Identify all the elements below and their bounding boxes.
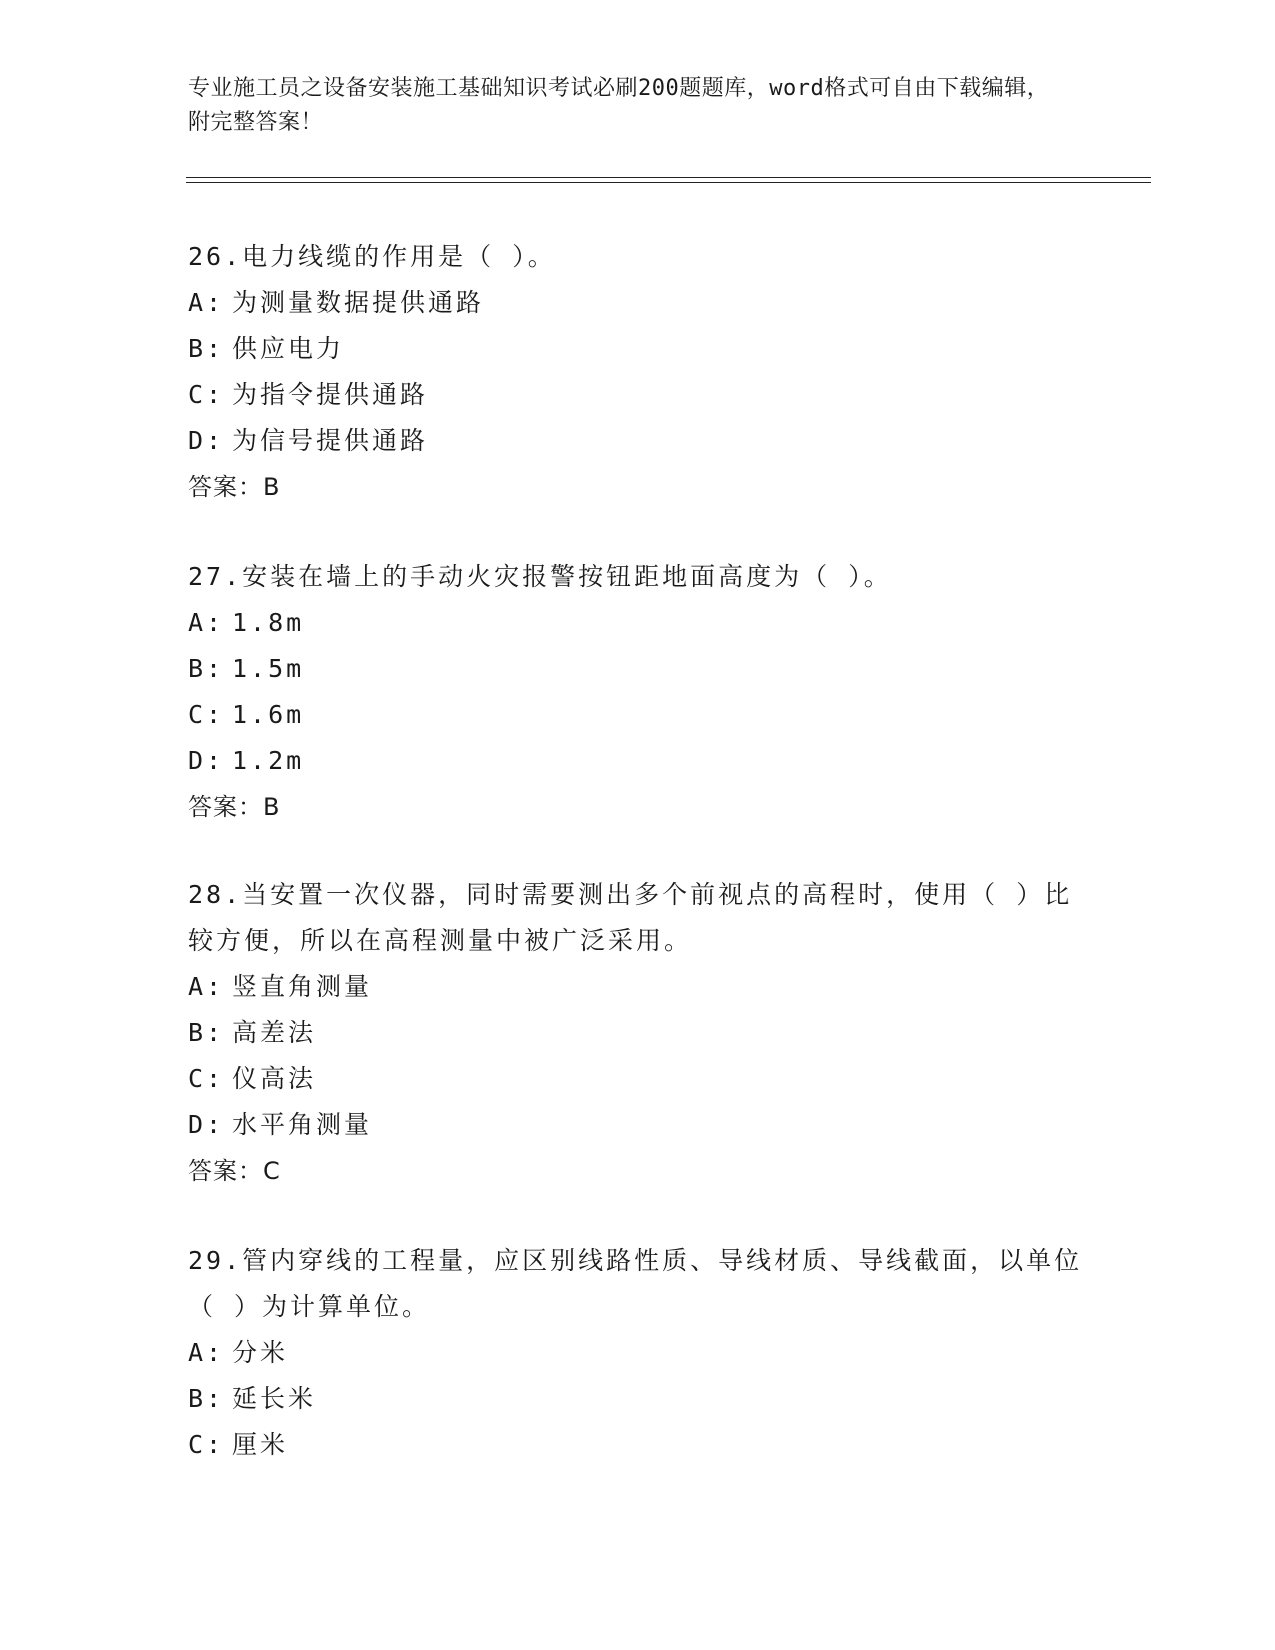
option-d: [188, 418, 1088, 464]
question-29: [188, 1238, 1088, 1468]
option-c: [188, 692, 1088, 738]
option-text: 为信号提供通路: [232, 426, 429, 455]
option-letter: C:: [188, 700, 225, 729]
header-divider-bottom: [186, 182, 1151, 183]
option-letter: A:: [188, 972, 225, 1001]
option-text: 仪高法: [232, 1064, 317, 1093]
option-c: [188, 372, 1088, 418]
option-text: 高差法: [232, 1018, 317, 1047]
option-text: 1.8m: [232, 608, 305, 637]
question-stem: 26.电力线缆的作用是（ ）。: [188, 242, 556, 271]
question-stem: 28.当安置一次仪器，同时需要测出多个前视点的高程时，使用（ ）比较方便，所以在高程测量中被广泛采用。: [188, 880, 1073, 955]
answer-line: 答案：B: [188, 473, 281, 501]
option-letter: C:: [188, 380, 225, 409]
option-b: [188, 1010, 1088, 1056]
option-text: 供应电力: [232, 334, 345, 363]
option-letter: C:: [188, 1064, 225, 1093]
option-c: [188, 1056, 1088, 1102]
option-text: 水平角测量: [232, 1110, 373, 1139]
option-text: 1.6m: [232, 700, 305, 729]
option-a: [188, 280, 1088, 326]
option-letter: A:: [188, 1338, 225, 1367]
question-27: [188, 554, 1088, 830]
question-26: [188, 234, 1088, 510]
option-b: [188, 646, 1088, 692]
option-text: 为测量数据提供通路: [232, 288, 485, 317]
option-text: 厘米: [232, 1430, 289, 1459]
question-28: [188, 872, 1088, 1194]
question-stem: 29.管内穿线的工程量，应区别线路性质、导线材质、导线截面，以单位（ ）为计算单位。: [188, 1246, 1083, 1321]
answer-line: 答案：B: [188, 793, 281, 821]
question-stem: 27.安装在墙上的手动火灾报警按钮距地面高度为（ ）。: [188, 562, 892, 591]
option-text: 延长米: [232, 1384, 317, 1413]
option-letter: B:: [188, 334, 225, 363]
option-letter: A:: [188, 608, 225, 637]
option-letter: D:: [188, 746, 225, 775]
option-c: [188, 1422, 1088, 1468]
option-letter: B:: [188, 654, 225, 683]
option-a: [188, 600, 1088, 646]
option-d: [188, 1102, 1088, 1148]
header-divider-top: [186, 177, 1151, 178]
option-text: 竖直角测量: [232, 972, 373, 1001]
option-letter: C:: [188, 1430, 225, 1459]
option-a: [188, 1330, 1088, 1376]
option-text: 分米: [232, 1338, 289, 1367]
option-letter: D:: [188, 1110, 225, 1139]
option-d: [188, 738, 1088, 784]
option-letter: D:: [188, 426, 225, 455]
option-b: [188, 326, 1088, 372]
option-text: 1.2m: [232, 746, 305, 775]
document-header: 专业施工员之设备安装施工基础知识考试必刷200题题库，word格式可自由下载编辑，附完整答案！: [188, 76, 1050, 135]
answer-line: 答案：C: [188, 1157, 281, 1185]
option-b: [188, 1376, 1088, 1422]
option-text: 1.5m: [232, 654, 305, 683]
option-letter: A:: [188, 288, 225, 317]
option-letter: B:: [188, 1384, 225, 1413]
option-letter: B:: [188, 1018, 225, 1047]
option-text: 为指令提供通路: [232, 380, 429, 409]
option-a: [188, 964, 1088, 1010]
